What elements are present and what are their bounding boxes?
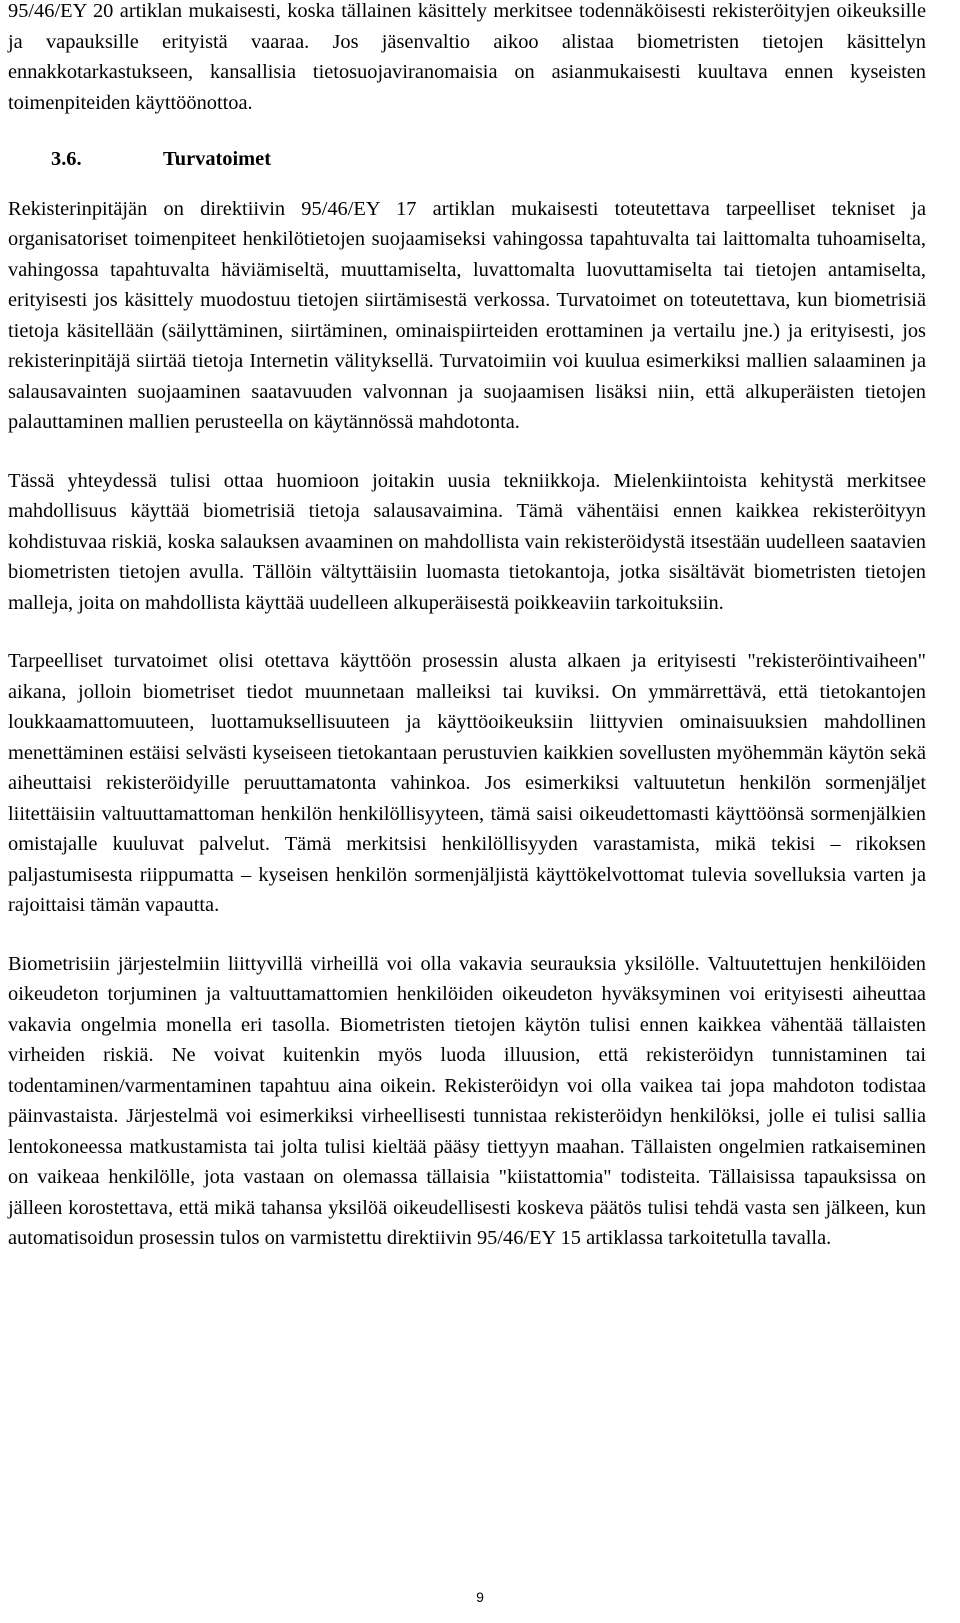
- section-title: Turvatoimet: [163, 148, 271, 170]
- paragraph-new-techniques: Tässä yhteydessä tulisi ottaa huomioon joitakin uusia tekniikkoja. Mielenkiintoista kehitystä merkitsee mahdollisuus käyttää biometrisiä tietoja salausavaimina. Tämä vähentäisi ennen kaikkea rekisteröityyn kohdistuvaa riskiä, koska salauksen avaaminen on mahdollista vain rekisteröidystä itsestään uudelleen saatavien biometristen tietojen avulla. Tällöin vältyttäisiin luomasta tietokantoja, jotka sisältävät biometristen tietojen malleja, joita on mahdollista käyttää uudelleen alkuperäisestä poikkeaviin tarkoituksiin.: [8, 469, 926, 614]
- paragraph-enrolment-phase: Tarpeelliset turvatoimet olisi otettava käyttöön prosessin alusta alkaen ja erityisesti "rekisteröintivaiheen" aikana, jolloin biometriset tiedot muunnetaan malleiksi tai kuviksi. On ymmärrettävä, että tietokantojen loukkaamattomuuteen, luottamuksellisuuteen ja käyttöoikeuksiin liittyvien ominaisuuksien mahdollinen menettäminen estäisi selvästi kyseiseen tietokantaan perustuvien kaikkien sovellusten myöhemmän käytön sekä aiheuttaisi rekisteröidyille peruuttamatonta vahinkoa. Jos esimerkiksi valtuutetun henkilön sormenjäljet liitettäisiin valtuuttamattoman henkilön henkilöllisyyteen, tämä saisi oikeudettomasti käyttöönsä sormenjälkien omistajalle kuuluvat palvelut. Tämä merkitsisi henkilöllisyyden varastamista, mikä tekisi – rikoksen paljastumisesta riippumatta – kyseisen henkilön sormenjäljistä käyttökelvottomat tulevia sovelluksia varten ja rajoittaisi tämän vapautta.: [8, 650, 926, 916]
- paragraph-security-measures: Rekisterinpitäjän on direktiivin 95/46/EY 17 artiklan mukaisesti toteutettava tarpeelliset tekniset ja organisatoriset toimenpiteet henkilötietojen suojaamiseksi vahingossa tapahtuvalta tai laittomalta tuhoamiselta, vahingossa tapahtuvalta häviämiseltä, muuttamiselta, luvattomalta luovuttamiselta tai tietojen antamiselta, erityisesti jos käsittely muodostuu tietojen siirtämisestä verkossa. Turvatoimet on toteutettava, kun biometrisiä tietoja käsitellään (säilyttäminen, siirtäminen, ominaispiirteiden erottaminen ja vertailu jne.) ja erityisesti, jos rekisterinpitäjä siirtää tietoja Internetin välityksellä. Turvatoimiin voi kuulua esimerkiksi mallien salaaminen ja salausavainten suojaaminen saatavuuden valvonnan ja suojaamisen lisäksi niin, että alkuperäisten tietojen palauttaminen mallien perusteella on käytännössä mahdotonta.: [8, 197, 926, 433]
- section-heading: [51, 144, 926, 175]
- document-page: [8, 0, 926, 1254]
- section-number: 3.6.: [51, 148, 82, 170]
- intro-paragraph: 95/46/EY 20 artiklan mukaisesti, koska tällainen käsittely merkitsee todennäköisesti rekisteröityjen oikeuksille ja vapauksille erityistä vaaraa. Jos jäsenvaltio aikoo alistaa biometristen tietojen käsittelyn ennakkotarkastukseen, kansallisia tietosuojaviranomaisia on asianmukaisesti kuultava ennen kyseisten toimenpiteiden käyttöönottoa.: [8, 0, 926, 114]
- paragraph-system-errors: Biometrisiin järjestelmiin liittyvillä virheillä voi olla vakavia seurauksia yksilölle. Valtuutettujen henkilöiden oikeudeton torjuminen ja valtuuttamattomien henkilöiden oikeudeton hyväksyminen voi erityisesti aiheuttaa vakavia ongelmia monella eri tasolla. Biometristen tietojen käytön tulisi ennen kaikkea vähentää tällaisten virheiden riskiä. Ne voivat kuitenkin myös luoda illuusion, että rekisteröidyn tunnistaminen tai todentaminen/varmentaminen tapahtuu aina oikein. Rekisteröidyn voi olla vaikea tai jopa mahdoton todistaa päinvastaista. Järjestelmä voi esimerkiksi virheellisesti tunnistaa rekisteröidyn henkilöksi, jolle ei tulisi sallia lentokoneessa matkustamista tai jolta tulisi kieltää pääsy tiettyyn maahan. Tällaisten ongelmien ratkaiseminen on vaikeaa henkilölle, jota vastaan on olemassa tällaisia "kiistattomia" todisteita. Tällaisissa tapauksissa on jälleen korostettava, että mikä tahansa yksilöä oikeudellisesti koskeva päätös tulisi tehdä vasta sen jälkeen, kun automatisoidun prosessin tulos on varmistettu direktiivin 95/46/EY 15 artiklassa tarkoitetulla tavalla.: [8, 952, 926, 1249]
- page-number: 9: [476, 1589, 484, 1605]
